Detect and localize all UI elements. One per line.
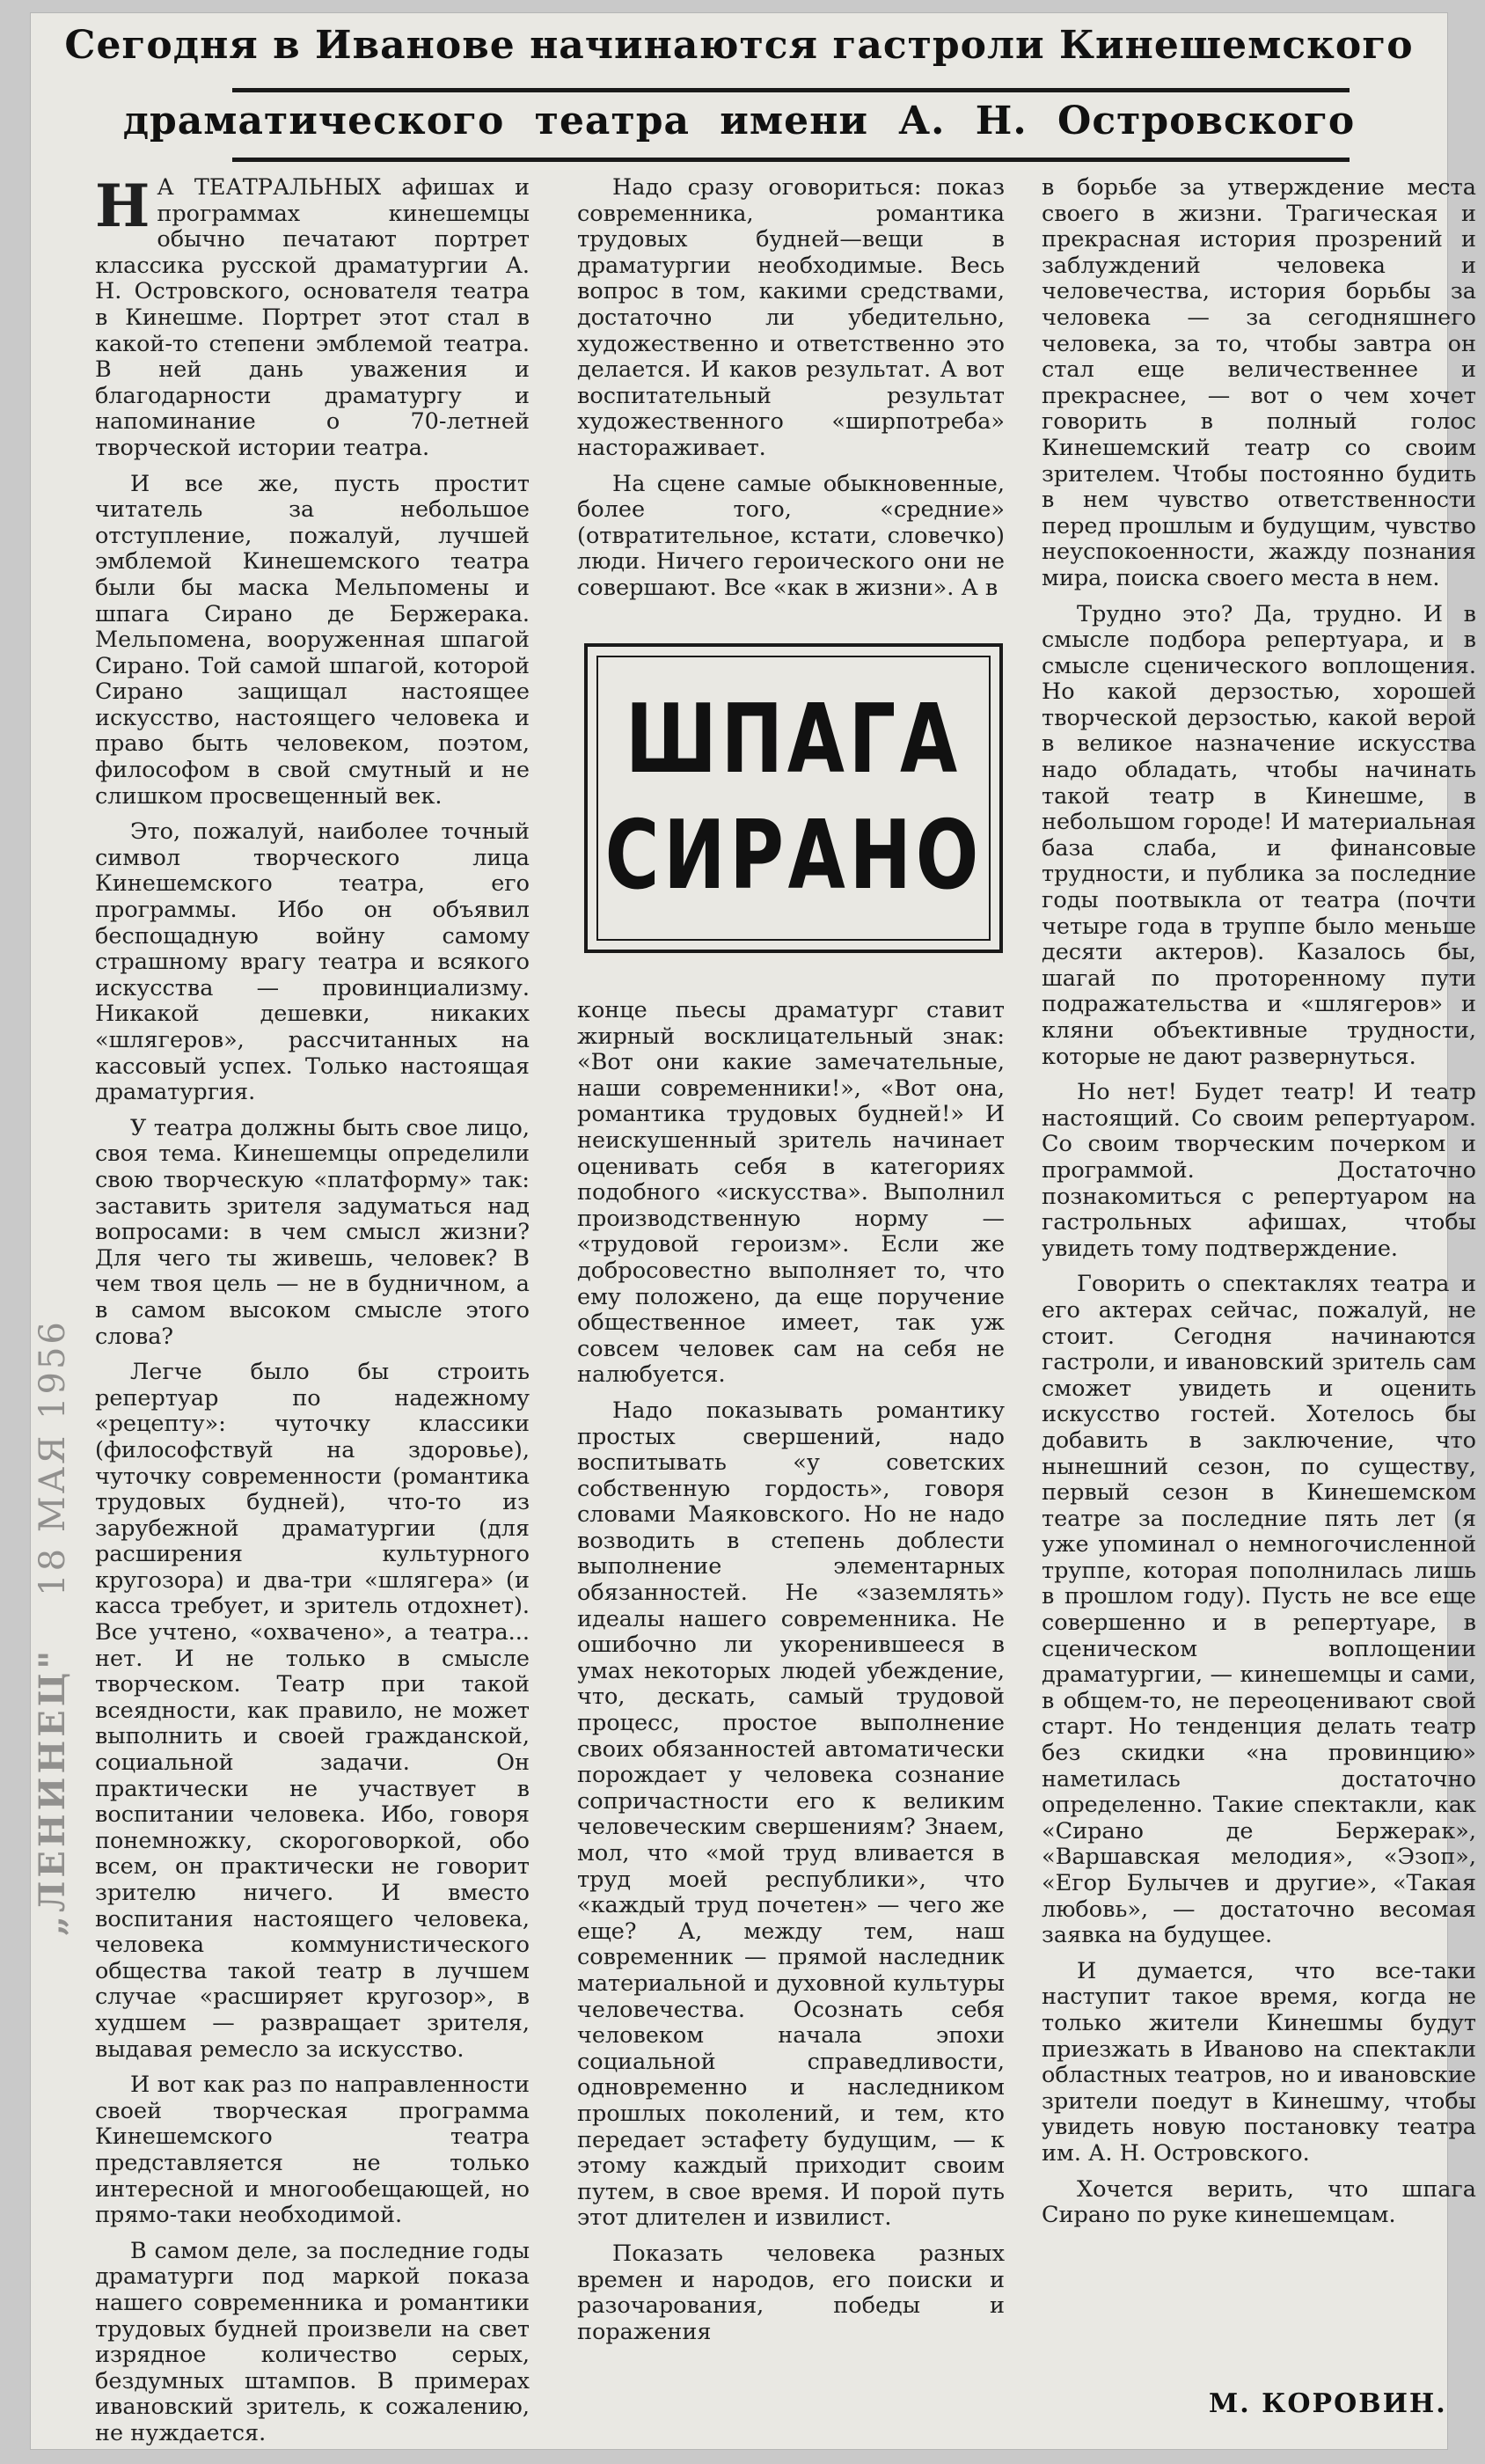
article-column-1	[95, 175, 530, 2446]
paragraph: Но нет! Будет театр! И театр настоящий. Со своим репертуаром. Со своим творческим почерком и программой. Достаточно познакомиться с репертуаром на гастрольных афишах, чтобы увидеть тому подтверждение.	[1042, 1079, 1476, 1262]
paragraph: В самом деле, за последние годы драматурги под маркой показа нашего современника и романтики трудовых будней произвели на свет изрядное количество серых, бездумных штампов. В примерах ивановский зритель, к сожалению, не нуждается.	[95, 2237, 530, 2446]
article-page	[30, 12, 1476, 2450]
stamp-date: 18 МАЯ 1956	[33, 1319, 73, 1596]
article-lead-paragraph	[95, 175, 530, 462]
title-box	[584, 643, 1003, 953]
paragraph: И вот как раз по направленности своей творческая программа Кинешемского театра представляется не только интересной и многообещающей, но прямо-таки необходимой.	[95, 2072, 530, 2229]
paragraph: Надо сразу оговориться: показ современника, романтика трудовых будней—вещи в драматургии необходимые. Весь вопрос в том, какими средствами, достаточно ли убедительно, художественно и ответственно это делается. И каков результат. А вот воспитательный результат художественного «ширпотреба» настораживает.	[577, 175, 1005, 461]
paragraph: Показать человека разных времен и народов, его поиски и разочарования, победы и поражения	[577, 2240, 1005, 2345]
paragraph: Это, пожалуй, наиболее точный символ творческого лица Кинешемского театра, его программы. Ибо он объявил беспощадную войну самому страшному врагу театра и всякого искусства — провинциализму. Никакой дешевки, никаких «шлягеров», рассчитанных на кассовый успех. Только настоящая драматургия.	[95, 818, 530, 1106]
author-signature: М. КОРОВИН.	[1209, 2388, 1447, 2419]
article-column-2-bottom	[577, 998, 1005, 2446]
headline-rule-top	[232, 88, 1350, 92]
paragraph: У театра должны быть свое лицо, своя тема. Кинешемцы определили свою творческую «платформу» так: заставить зрителя задуматься над вопросами: в чем смысл жизни? Для чего ты живешь, человек? В чем твоя цель — не в будничном, а в самом высоком смысле этого слова?	[95, 1114, 530, 1350]
lead-text: А ТЕАТРАЛЬНЫХ афишах и программах кинешемцы обычно печатают портрет классика русской драматургии А. Н. Островского, основателя театра в Кинешме. Портрет этот стал в какой-то степени эмблемой театра. В ней дань уважения и благодарности драматургу и напоминание о 70-летней творческой истории театра.	[95, 175, 530, 461]
drop-cap: Н	[95, 175, 150, 240]
stamp-newspaper-name: „ЛЕНИНЕЦ"	[32, 1646, 73, 1936]
paragraph: конце пьесы драматург ставит жирный восклицательный знак: «Вот они какие замечательные, наши современники!», «Вот она, романтика трудовых будней!» И неискушенный зритель начинает оценивать себя в категориях подобного «искусства». Выполнил производственную норму — «трудовой героизм». Если же добросовестно выполняет то, что ему положено, да еще поручение общественное имеет, так уж совсем человек сам на себя не налюбуется.	[577, 998, 1005, 1389]
article-column-3	[1042, 175, 1476, 2366]
newspaper-date-stamp	[32, 1302, 73, 1936]
paragraph: Трудно это? Да, трудно. И в смысле подбора репертуара, и в смысле сценического воплощения. Но какой дерзостью, хорошей творческой дерзостью, какой верой в великое назначение искусства надо обладать, чтобы начинать такой театр в Кинешме, в небольшом городе! И материальная база слаба, и финансовые трудности, и публика за последние годы поотвыкла от театра (почти четыре года в труппе было меньше десяти актеров). Казалось бы, шагай по проторенному пути подражательства и «шлягеров» и кляни объективные трудности, которые не дают развернуться.	[1042, 600, 1476, 1070]
title-box-inner	[596, 656, 991, 941]
article-column-2-top	[577, 175, 1005, 642]
paragraph: Надо показывать романтику простых свершений, надо воспитывать «у советских собственную гордость», говоря словами Маяковского. Но не надо возводить в степень доблести выполнение элементарных обязанностей. Не «заземлять» идеалы нашего современника. Не ошибочно ли укоренившееся в умах некоторых людей убеждение, что, дескать, самый трудовой процесс, простое выполнение своих обязанностей автоматически порождает у человека сознание сопричастности его к великим человеческим свершениям? Знаем, мол, что «мой труд вливается в труд моей республики», что «каждый труд почетен» — чего же еще? А, между тем, наш современник — прямой наследник материальной и духовной культуры человечества. Осознать себя человеком начала эпохи социальной справедливости, одновременно и наследником прошлых поколений, и тем, кто передает эстафету будущим, — к этому каждый приходит своим путем, в свое время. И порой путь этот длителен и извилист.	[577, 1397, 1005, 2232]
paragraph: в борьбе за утверждение места своего в жизни. Трагическая и прекрасная история прозрений и заблуждений человека и человечества, история борьбы за человека — за сегодняшнего человека, за то, чтобы завтра он стал еще величественнее и прекраснее, — вот о чем хочет говорить в полный голос Кинешемский театр со своим зрителем. Чтобы постоянно будить в нем чувство ответственности перед прошлым и будущим, чувство неуспокоенности, жажду познания мира, поиска своего места в нем.	[1042, 175, 1476, 591]
paragraph: Легче было бы строить репертуар по надежному «рецепту»: чуточку классики (философствуй на здоровье), чуточку современности (романтика трудовых будней), что-то из зарубежной драматургии (для расширения культурного кругозора) и два-три «шлягера» (и касса требует, и зритель отдохнет). Все учтено, «охвачено», а театра... нет. И не только в смысле творческом. Театр при такой всеядности, как правило, не может выполнить и своей гражданской, социальной задачи. Он практически не участвует в воспитании человека. Ибо, говоря понемножку, скороговоркой, обо всем, он практически не говорит зрителю ничего. И вместо воспитания настоящего человека, человека коммунистического общества такой театр в лучшем случае «расширяет кругозор», в худшем — развращает зрителя, выдавая ремесло за искусство.	[95, 1359, 530, 2063]
paragraph: На сцене самые обыкновенные, более того, «средние» (отвратительное, кстати, словечко) люди. Ничего героического они не совершают. Все «как в жизни». А в	[577, 470, 1005, 601]
paragraph: Хочется верить, что шпага Сирано по руке кинешемцам.	[1042, 2175, 1476, 2229]
title-line-1: ШПАГА	[625, 685, 962, 795]
headline-rule-bottom	[232, 158, 1350, 162]
paragraph: И думается, что все-таки наступит такое время, когда не только жители Кинешмы будут приезжать в Иваново на спектакли областных театров, но и ивановские зрители поедут в Кинешму, чтобы увидеть новую постановку театра им. А. Н. Островского.	[1042, 1957, 1476, 2167]
headline-line-2: драматического театра имени А. Н. Островского	[122, 99, 1356, 143]
paragraph: Говорить о спектаклях театра и его актерах сейчас, пожалуй, не стоит. Сегодня начинаются гастроли, и ивановский зритель сам сможет увидеть и оценить искусство гостей. Хотелось бы добавить в заключение, что нынешний сезон, по существу, первый сезон в Кинешемском театре за последние пять лет (я уже упоминал о немногочисленной труппе, которая пополнилась лишь в прошлом году). Пусть не все еще совершенно и в репертуаре, в сценическом воплощении драматургии, — кинешемцы и сами, в общем-то, не переоценивают свой старт. Но тенденция делать театр без скидки «на провинцию» наметилась достаточно определенно. Такие спектакли, как «Сирано де Бержерак», «Варшавская мелодия», «Эзоп», «Егор Булычев и другие», «Такая любовь», — достаточно весомая заявка на будущее.	[1042, 1271, 1476, 1949]
paragraph: И все же, пусть простит читатель за небольшое отступление, пожалуй, лучшей эмблемой Кинешемского театра были бы маска Мельпомены и шпага Сирано де Бержерака. Мельпомена, вооруженная шпагой Сирано. Той самой шпагой, которой Сирано защищал настоящее искусство, настоящего человека и право быть человеком, поэтом, философом в свой смутный и не слишком просвещенный век.	[95, 470, 530, 810]
title-line-2: СИРАНО	[604, 801, 983, 911]
headline-line-1: Сегодня в Иванове начинаются гастроли Кинешемского	[64, 23, 1414, 68]
